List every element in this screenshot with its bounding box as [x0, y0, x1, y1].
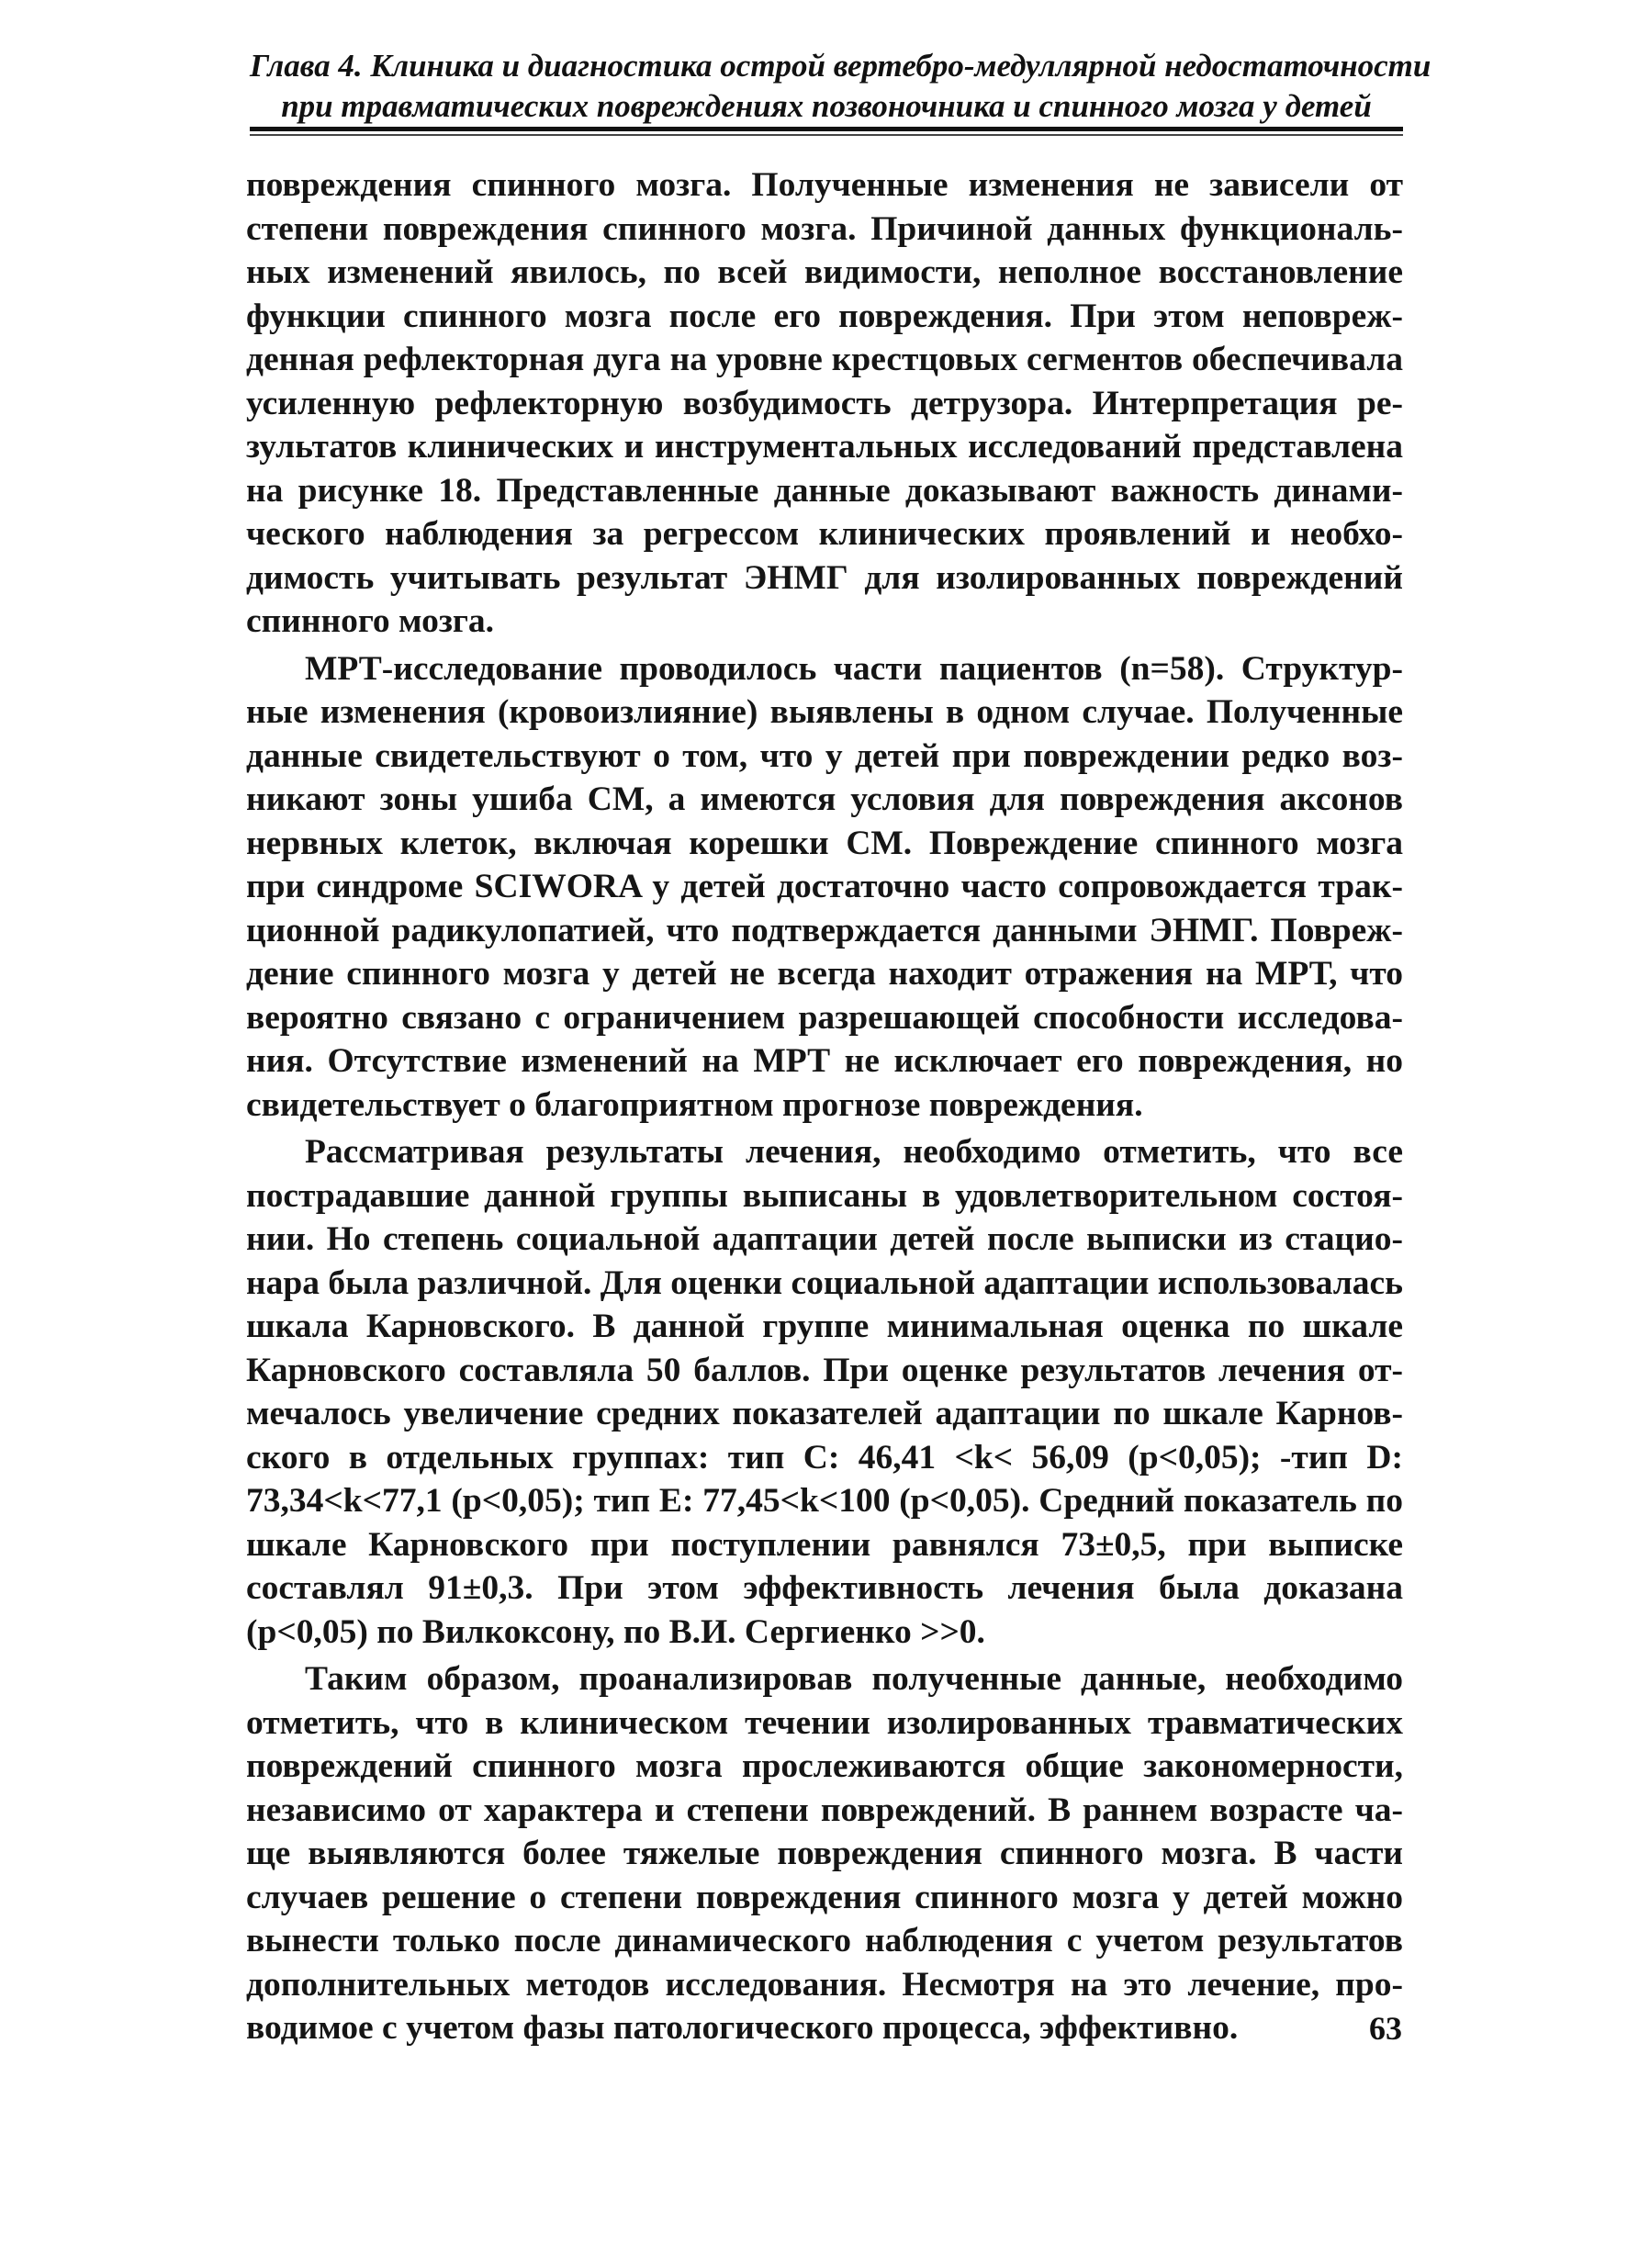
paragraph-4: Таким образом, проанализировав полученные данные, необходимо отметить, что в клиническом течении изолированных травматических повреждений спинного мозга прослеживаются общие закономерности, независимо от характера и степени повреждений. В раннем возрасте чаще выявляются более тяжелые повреждения спинного мозга. В части случаев решение о степени повреждения спинного мозга у детей можно вынести только после динамического наблюдения с учетом результатов дополнительных методов исследования. Несмотря на это лечение, проводимое с учетом фазы патологического процесса, эффективно. — [246, 1660, 1403, 2047]
header-rule-thin — [250, 134, 1403, 136]
header-line-1: Глава 4. Клиника и диагностика острой вертебро-медуллярной недостаточности — [250, 48, 1431, 84]
page-number: 63 — [1369, 2010, 1402, 2047]
body-text — [246, 163, 1403, 2054]
running-header — [250, 46, 1431, 127]
paragraph-2: МРТ-исследование проводилось части пациентов (n=58). Структурные изменения (кровоизлияние) выявлены в одном случае. Полученные данные свидетельствуют о том, что у детей при повреждении редко возникают зоны ушиба СМ, а имеются условия для повреждения аксонов нервных клеток, включая корешки СМ. Повреждение спинного мозга при синдроме SCIWORA у детей достаточно часто сопровождается тракционной радикулопатией, что подтверждается данными ЭНМГ. Повреждение спинного мозга у детей не всегда находит отражения на МРТ, что вероятно связано с ограничением разрешающей способности исследования. Отсутствие изменений на МРТ не исключает его повреждения, но свидетельствует о благоприятном прогнозе повреждения. — [246, 649, 1403, 1124]
header-line-2: при травматических повреждениях позвоночника и спинного мозга у детей — [281, 88, 1372, 124]
paragraph-1: повреждения спинного мозга. Полученные изменения не зависели от степени повреждения спинного мозга. Причиной данных функциональных изменений явилось, по всей видимости, неполное восстановление функции спинного мозга после его повреждения. При этом неповрежденная рефлекторная дуга на уровне крестцовых сегментов обеспечивала усиленную рефлекторную возбудимость детрузора. Интерпретация результатов клинических и инструментальных исследований представлена на рисунке 18. Представленные данные доказывают важность динамического наблюдения за регрессом клинических проявлений и необходимость учитывать результат ЭНМГ для изолированных повреждений спинного мозга. — [246, 166, 1403, 640]
header-rule — [250, 127, 1403, 131]
paragraph-3: Рассматривая результаты лечения, необходимо отметить, что все пострадавшие данной группы выписаны в удовлетворительном состоянии. Но степень социальной адаптации детей после выписки из стационара была различной. Для оценки социальной адаптации использовалась шкала Карновского. В данной группе минимальная оценка по шкале Карновского составляла 50 баллов. При оценке результатов лечения отмечалось увеличение средних показателей адаптации по шкале Карновского в отдельных группах: тип С: 46,41 <k< 56,09 (p<0,05); -тип D: 73,34<k<77,1 (p<0,05); тип Е: 77,45<k<100 (p<0,05). Средний показатель по шкале Карновского при поступлении равнялся 73±0,5, при выписке составлял 91±0,3. При этом эффективность лечения была доказана (p<0,05) по Вилкоксону, по В.И. Сергиенко >>0. — [246, 1133, 1403, 1651]
